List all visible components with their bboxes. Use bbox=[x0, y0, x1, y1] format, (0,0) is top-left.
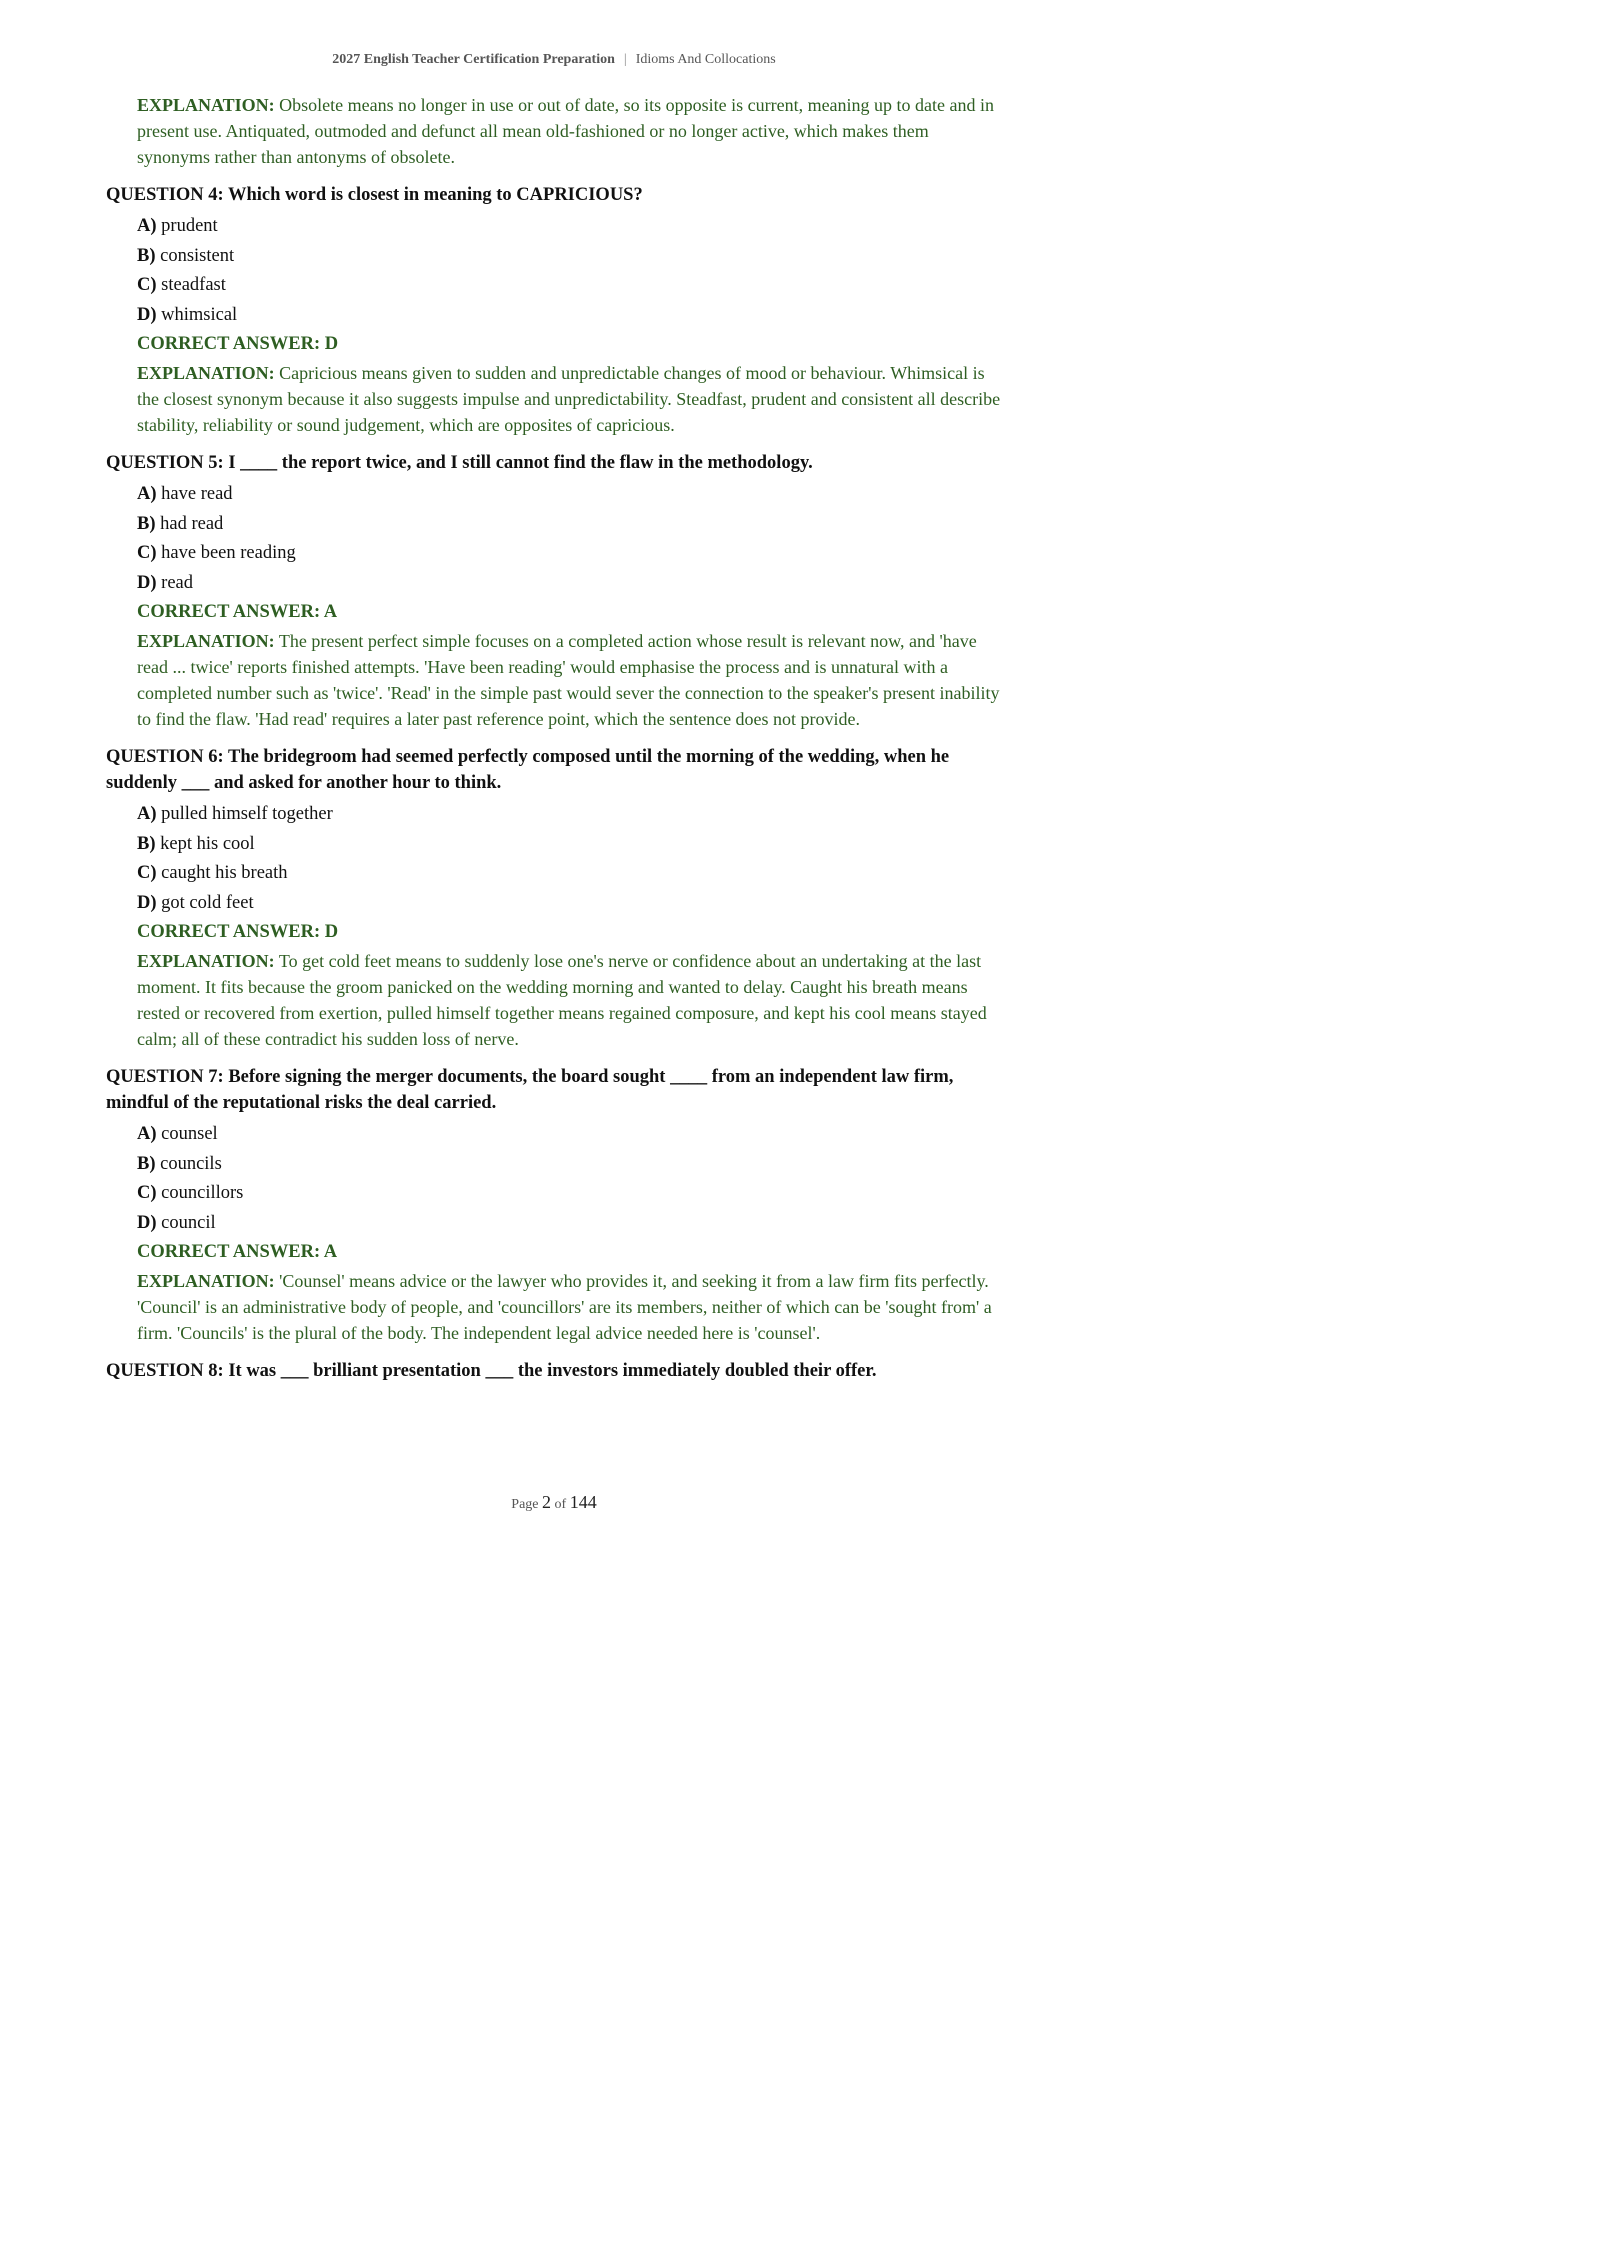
page-header bbox=[0, 52, 1108, 68]
option-letter: C) bbox=[137, 543, 157, 564]
option-letter: D) bbox=[137, 892, 157, 913]
explanation-label: EXPLANATION: bbox=[137, 362, 275, 383]
option-text: steadfast bbox=[161, 275, 226, 296]
option-b bbox=[137, 510, 1006, 540]
correct-answer: CORRECT ANSWER: A bbox=[137, 1242, 338, 1263]
question-text: QUESTION 5: I ____ the report twice, and I still cannot find the flaw in the methodology. bbox=[106, 452, 813, 473]
question-text: QUESTION 6: The bridegroom had seemed perfectly composed until the morning of the wedding, when he suddenly ___ and asked for another hour to think. bbox=[106, 746, 950, 793]
explanation-label: EXPLANATION: bbox=[137, 95, 275, 115]
explanation-text: Obsolete means no longer in use or out of date, so its opposite is current, meaning up to date and in present use. Antiquated, outmoded and defunct all mean old-fashioned or no longer active, which makes them synonyms rather than antonyms of obsolete. bbox=[137, 95, 995, 167]
option-text: read bbox=[161, 572, 193, 593]
option-d bbox=[137, 1209, 1006, 1239]
option-text: caught his breath bbox=[161, 863, 288, 884]
total-pages: 144 bbox=[569, 1492, 597, 1512]
page-number: 2 bbox=[542, 1492, 552, 1512]
option-d bbox=[137, 889, 1006, 919]
option-letter: C) bbox=[137, 275, 157, 296]
question-7 bbox=[106, 1064, 1006, 1346]
option-text: counsel bbox=[161, 1123, 218, 1144]
page-content bbox=[106, 92, 1006, 1388]
option-letter: D) bbox=[137, 1212, 157, 1233]
option-letter: A) bbox=[137, 216, 157, 236]
option-d bbox=[137, 301, 1006, 331]
option-c bbox=[137, 539, 1006, 569]
explanation bbox=[137, 360, 1006, 438]
option-b bbox=[137, 830, 1006, 860]
section-title: Idioms And Collocations bbox=[635, 52, 776, 67]
option-letter: B) bbox=[137, 1153, 156, 1174]
question-6 bbox=[106, 744, 1006, 1052]
option-text: consistent bbox=[160, 245, 235, 266]
option-letter: A) bbox=[137, 1123, 157, 1144]
explanation bbox=[137, 628, 1006, 732]
option-letter: B) bbox=[137, 245, 156, 266]
explanation bbox=[137, 92, 1006, 170]
option-c bbox=[137, 271, 1006, 301]
option-letter: A) bbox=[137, 483, 157, 504]
option-text: have read bbox=[161, 483, 233, 504]
explanation bbox=[137, 1268, 1006, 1346]
question-4 bbox=[106, 182, 1006, 438]
header-separator: | bbox=[623, 52, 627, 67]
question-text: QUESTION 7: Before signing the merger documents, the board sought ____ from an independent law firm, mindful of the reputational risks the deal carried. bbox=[106, 1066, 954, 1113]
option-d bbox=[137, 569, 1006, 599]
option-text: prudent bbox=[161, 216, 218, 236]
option-letter: C) bbox=[137, 863, 157, 884]
option-text: got cold feet bbox=[161, 892, 254, 913]
option-a bbox=[137, 1120, 1006, 1150]
explanation-label: EXPLANATION: bbox=[137, 630, 275, 651]
correct-answer: CORRECT ANSWER: A bbox=[137, 602, 338, 623]
option-text: councils bbox=[160, 1153, 222, 1174]
option-a bbox=[137, 800, 1006, 830]
option-text: council bbox=[161, 1212, 216, 1233]
option-letter: D) bbox=[137, 572, 157, 593]
option-letter: B) bbox=[137, 833, 156, 854]
option-b bbox=[137, 1150, 1006, 1180]
page-footer bbox=[0, 1492, 1108, 1513]
of-word: of bbox=[554, 1497, 567, 1512]
question-text: QUESTION 8: It was ___ brilliant presentation ___ the investors immediately doubled their offer. bbox=[106, 1360, 877, 1381]
page-word: Page bbox=[511, 1497, 539, 1512]
correct-answer: CORRECT ANSWER: D bbox=[137, 922, 339, 943]
option-letter: B) bbox=[137, 513, 156, 534]
question-8 bbox=[106, 1358, 1006, 1384]
option-letter: C) bbox=[137, 1183, 157, 1204]
question-5 bbox=[106, 450, 1006, 732]
option-letter: A) bbox=[137, 803, 157, 824]
option-text: pulled himself together bbox=[161, 803, 333, 824]
explanation-label: EXPLANATION: bbox=[137, 950, 275, 971]
option-text: councillors bbox=[161, 1183, 244, 1204]
question-text: QUESTION 4: Which word is closest in meaning to CAPRICIOUS? bbox=[106, 185, 643, 205]
explanation-text: To get cold feet means to suddenly lose one's nerve or confidence about an undertaking at the last moment. It fits because the groom panicked on the wedding morning and wanted to delay. Caught his breath means rested or recovered from exertion, pulled himself together means regained composure, and kept his cool means stayed calm; all of these contradict his sudden loss of nerve. bbox=[137, 950, 987, 1049]
option-text: have been reading bbox=[161, 543, 296, 564]
explanation bbox=[137, 948, 1006, 1052]
option-c bbox=[137, 1179, 1006, 1209]
document-title: 2027 English Teacher Certification Preparation bbox=[332, 52, 615, 67]
option-c bbox=[137, 859, 1006, 889]
option-letter: D) bbox=[137, 304, 157, 325]
explanation-text: Capricious means given to sudden and unpredictable changes of mood or behaviour. Whimsical is the closest synonym because it also suggests impulse and unpredictability. Steadfast, prudent and consistent all describe stability, reliability or sound judgement, which are opposites of capricious. bbox=[137, 362, 1001, 435]
explanation-text: 'Counsel' means advice or the lawyer who provides it, and seeking it from a law firm fits perfectly. 'Council' is an administrative body of people, and 'councillors' are its members, neither of which can be 'sought from' a firm. 'Councils' is the plural of the body. The independent legal advice needed here is 'counsel'. bbox=[137, 1270, 992, 1343]
option-text: kept his cool bbox=[160, 833, 255, 854]
explanation-text: The present perfect simple focuses on a completed action whose result is relevant now, and 'have read ... twice' reports finished attempts. 'Have been reading' would emphasise the process and is unnatural with a completed number such as 'twice'. 'Read' in the simple past would sever the connection to the speaker's present inability to find the flaw. 'Had read' requires a later past reference point, which the sentence does not provide. bbox=[137, 630, 1000, 729]
option-b bbox=[137, 242, 1006, 272]
correct-answer: CORRECT ANSWER: D bbox=[137, 334, 339, 355]
option-a bbox=[137, 212, 1006, 242]
option-text: whimsical bbox=[161, 304, 238, 325]
explanation-label: EXPLANATION: bbox=[137, 1270, 275, 1291]
option-text: had read bbox=[160, 513, 224, 534]
option-a bbox=[137, 480, 1006, 510]
